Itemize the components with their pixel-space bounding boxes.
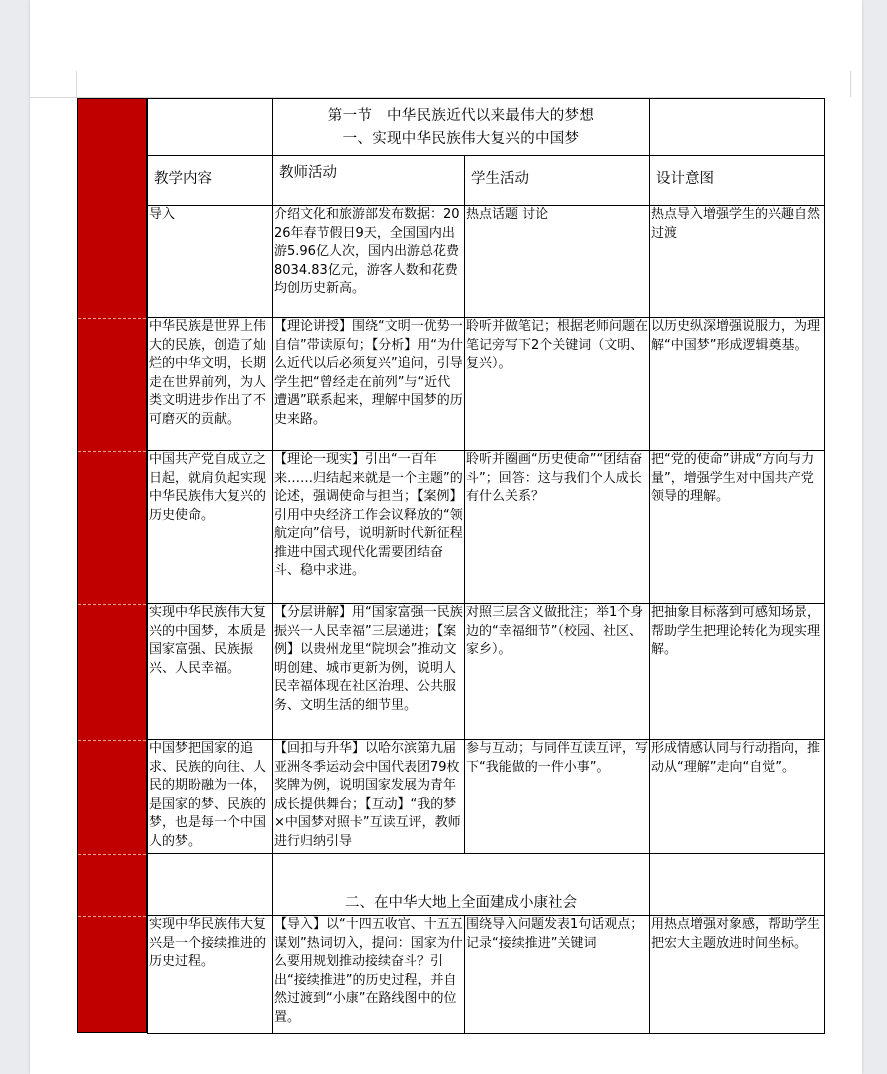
table-header-row	[148, 156, 825, 206]
table-cell	[650, 854, 825, 916]
table-row	[148, 451, 825, 604]
cell-teacher-activity: 【导入】以“十四五收官、十五五谋划”热词切入，提问：国家为什么要用规划推动接续奋斗？引出“接续推进”的历史过程，并自然过渡到“小康”在路线图中的位置。	[273, 916, 465, 1034]
section-subtitle: 一、实现中华民族伟大复兴的中国梦	[342, 130, 580, 147]
section-1-title	[273, 99, 650, 156]
lesson-plan-table	[147, 98, 825, 1034]
cell-student-activity: 围绕导入问题发表1句话观点；记录“接续推进”关键词	[465, 916, 650, 1034]
table-cell	[650, 99, 825, 156]
cell-design-intent: 把“党的使命”讲成“方向与力量”，增强学生对中国共产党领导的理解。	[650, 451, 825, 604]
table-cell	[148, 99, 273, 156]
header-content: 教学内容	[148, 156, 273, 206]
table-row	[148, 318, 825, 451]
cell-content: 中国共产党自成立之日起，就肩负起实现中华民族伟大复兴的历史使命。	[148, 451, 273, 604]
cell-student-activity: 聆听并圈画“历史使命”“团结奋斗”；回答：这与我们个人成长有什么关系？	[465, 451, 650, 604]
header-student: 学生活动	[465, 156, 650, 206]
page-corner-mark	[76, 71, 77, 97]
cell-teacher-activity: 【理论一现实】引出“一百年来……归结起来就是一个主题”的论述，强调使命与担当；【案例】引用中央经济工作会议释放的“领航定向”信号，说明新时代新征程推进中国式现代化需要团结奋斗、稳中求进。	[273, 451, 465, 604]
header-intent: 设计意图	[650, 156, 825, 206]
cell-content: 导入	[148, 206, 273, 318]
cell-student-activity: 聆听并做笔记；根据老师问题在笔记旁写下2个关键词（文明、复兴）。	[465, 318, 650, 451]
cell-design-intent: 用热点增强对象感，帮助学生把宏大主题放进时间坐标。	[650, 916, 825, 1034]
table-row	[148, 916, 825, 1034]
section-2-title-row	[148, 854, 825, 916]
cell-design-intent: 形成情感认同与行动指向，推动从“理解”走向“自觉”。	[650, 740, 825, 854]
section-title: 第一节 中华民族近代以来最伟大的梦想	[327, 108, 595, 124]
cell-content: 实现中华民族伟大复兴的中国梦，本质是国家富强、民族振兴、人民幸福。	[148, 604, 273, 740]
cell-teacher-activity: 介绍文化和旅游部发布数据：2026年春节假日9天，全国国内出游5.96亿人次，国内出游总花费8034.83亿元，游客人数和花费均创历史新高。	[273, 206, 465, 318]
header-teacher: 教师活动	[273, 156, 465, 206]
table-row	[148, 740, 825, 854]
cell-teacher-activity: 【回扣与升华】以哈尔滨第九届亚洲冬季运动会中国代表团79枚奖牌为例，说明国家发展为青年成长提供舞台；【互动】“我的梦×中国梦对照卡”互读互评，教师进行归纳引导	[273, 740, 465, 854]
cell-content: 实现中华民族伟大复兴是一个接续推进的历史过程。	[148, 916, 273, 1034]
section-2-title: 二、在中华大地上全面建成小康社会	[273, 854, 650, 916]
cell-design-intent: 把抽象目标落到可感知场景，帮助学生把理论转化为现实理解。	[650, 604, 825, 740]
table-cell	[148, 854, 273, 916]
cell-design-intent: 热点导入增强学生的兴趣自然过渡	[650, 206, 825, 318]
table-row	[148, 604, 825, 740]
cell-student-activity: 对照三层含义做批注；举1个身边的“幸福细节”（校园、社区、家乡）。	[465, 604, 650, 740]
red-margin-column	[77, 98, 147, 1033]
document-page	[30, 0, 862, 1074]
table-row	[148, 206, 825, 318]
cell-teacher-activity: 【分层讲解】用“国家富强一民族振兴一人民幸福”三层递进；【案例】以贵州龙里“院坝会”推动文明创建、城市更新为例，说明人民幸福体现在社区治理、公共服务、文明生活的细节里。	[273, 604, 465, 740]
cell-content: 中国梦把国家的追求、民族的向往、人民的期盼融为一体，是国家的梦、民族的梦，也是每一个中国人的梦。	[148, 740, 273, 854]
cell-design-intent: 以历史纵深增强说服力，为理解“中国梦”形成逻辑奠基。	[650, 318, 825, 451]
page-corner-mark	[850, 71, 851, 97]
cell-content: 中华民族是世界上伟大的民族，创造了灿烂的中华文明，长期走在世界前列，为人类文明进步作出了不可磨灭的贡献。	[148, 318, 273, 451]
cell-teacher-activity: 【理论讲授】围绕“文明一优势一自信”带读原句；【分析】用“为什么近代以后必须复兴”追问，引导学生把“曾经走在前列”与“近代遭遇”联系起来，理解中国梦的历史来路。	[273, 318, 465, 451]
cell-student-activity: 参与互动；与同伴互读互评，写下“我能做的一件小事”。	[465, 740, 650, 854]
cell-student-activity: 热点话题 讨论	[465, 206, 650, 318]
